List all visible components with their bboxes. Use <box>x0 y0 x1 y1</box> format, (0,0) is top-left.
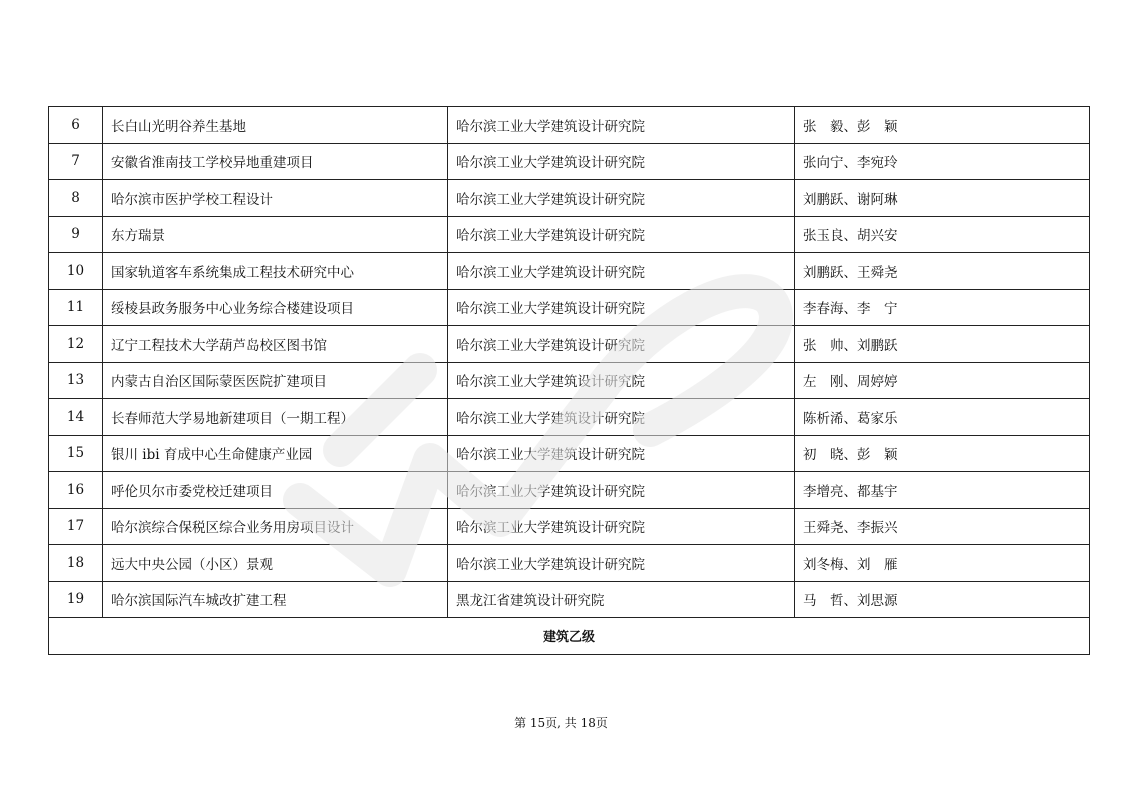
table-row <box>49 581 1090 618</box>
institute-name: 哈尔滨工业大学建筑设计研究院 <box>448 216 795 253</box>
institute-name: 哈尔滨工业大学建筑设计研究院 <box>448 326 795 363</box>
project-name: 安徽省淮南技工学校异地重建项目 <box>103 143 448 180</box>
row-number: 16 <box>49 472 103 509</box>
table-row <box>49 472 1090 509</box>
institute-name: 黑龙江省建筑设计研究院 <box>448 581 795 618</box>
page-footer: 第 15页, 共 18页 <box>514 716 608 730</box>
table-row <box>49 180 1090 217</box>
row-number: 10 <box>49 253 103 290</box>
people-names: 张玉良、胡兴安 <box>795 216 1090 253</box>
award-table <box>48 106 1090 655</box>
institute-name: 哈尔滨工业大学建筑设计研究院 <box>448 143 795 180</box>
project-name: 长白山光明谷养生基地 <box>103 107 448 144</box>
project-name: 辽宁工程技术大学葫芦岛校区图书馆 <box>103 326 448 363</box>
table-row <box>49 289 1090 326</box>
row-number: 14 <box>49 399 103 436</box>
institute-name: 哈尔滨工业大学建筑设计研究院 <box>448 508 795 545</box>
project-name: 绥棱县政务服务中心业务综合楼建设项目 <box>103 289 448 326</box>
table-row <box>49 107 1090 144</box>
table-row <box>49 326 1090 363</box>
institute-name: 哈尔滨工业大学建筑设计研究院 <box>448 107 795 144</box>
section-heading: 建筑乙级 <box>49 618 1090 655</box>
table-row <box>49 143 1090 180</box>
people-names: 李春海、李 宁 <box>795 289 1090 326</box>
institute-name: 哈尔滨工业大学建筑设计研究院 <box>448 435 795 472</box>
table-row <box>49 216 1090 253</box>
people-names: 陈析浠、葛家乐 <box>795 399 1090 436</box>
people-names: 刘鹏跃、谢阿琳 <box>795 180 1090 217</box>
row-number: 7 <box>49 143 103 180</box>
people-names: 初 晓、彭 颖 <box>795 435 1090 472</box>
table-row <box>49 362 1090 399</box>
project-name: 长春师范大学易地新建项目（一期工程） <box>103 399 448 436</box>
people-names: 马 哲、刘思源 <box>795 581 1090 618</box>
row-number: 6 <box>49 107 103 144</box>
people-names: 左 刚、周婷婷 <box>795 362 1090 399</box>
table-row <box>49 435 1090 472</box>
project-name: 内蒙古自治区国际蒙医医院扩建项目 <box>103 362 448 399</box>
people-names: 刘鹏跃、王舜尧 <box>795 253 1090 290</box>
project-name: 哈尔滨市医护学校工程设计 <box>103 180 448 217</box>
people-names: 张向宁、李宛玲 <box>795 143 1090 180</box>
section-heading-row <box>49 618 1090 655</box>
table-row <box>49 253 1090 290</box>
project-name: 国家轨道客车系统集成工程技术研究中心 <box>103 253 448 290</box>
institute-name: 哈尔滨工业大学建筑设计研究院 <box>448 180 795 217</box>
project-name: 银川 ibi 育成中心生命健康产业园 <box>103 435 448 472</box>
row-number: 13 <box>49 362 103 399</box>
table-row <box>49 399 1090 436</box>
institute-name: 哈尔滨工业大学建筑设计研究院 <box>448 253 795 290</box>
row-number: 9 <box>49 216 103 253</box>
project-name: 呼伦贝尔市委党校迁建项目 <box>103 472 448 509</box>
row-number: 17 <box>49 508 103 545</box>
institute-name: 哈尔滨工业大学建筑设计研究院 <box>448 399 795 436</box>
institute-name: 哈尔滨工业大学建筑设计研究院 <box>448 545 795 582</box>
row-number: 12 <box>49 326 103 363</box>
people-names: 王舜尧、李振兴 <box>795 508 1090 545</box>
people-names: 刘冬梅、刘 雁 <box>795 545 1090 582</box>
project-name: 哈尔滨国际汽车城改扩建工程 <box>103 581 448 618</box>
institute-name: 哈尔滨工业大学建筑设计研究院 <box>448 472 795 509</box>
row-number: 19 <box>49 581 103 618</box>
people-names: 张 毅、彭 颖 <box>795 107 1090 144</box>
project-name: 远大中央公园（小区）景观 <box>103 545 448 582</box>
row-number: 18 <box>49 545 103 582</box>
row-number: 11 <box>49 289 103 326</box>
project-name: 哈尔滨综合保税区综合业务用房项目设计 <box>103 508 448 545</box>
row-number: 15 <box>49 435 103 472</box>
institute-name: 哈尔滨工业大学建筑设计研究院 <box>448 362 795 399</box>
people-names: 张 帅、刘鹏跃 <box>795 326 1090 363</box>
award-table-body <box>49 107 1090 655</box>
people-names: 李增亮、都基宇 <box>795 472 1090 509</box>
row-number: 8 <box>49 180 103 217</box>
table-row <box>49 508 1090 545</box>
institute-name: 哈尔滨工业大学建筑设计研究院 <box>448 289 795 326</box>
table-row <box>49 545 1090 582</box>
project-name: 东方瑞景 <box>103 216 448 253</box>
